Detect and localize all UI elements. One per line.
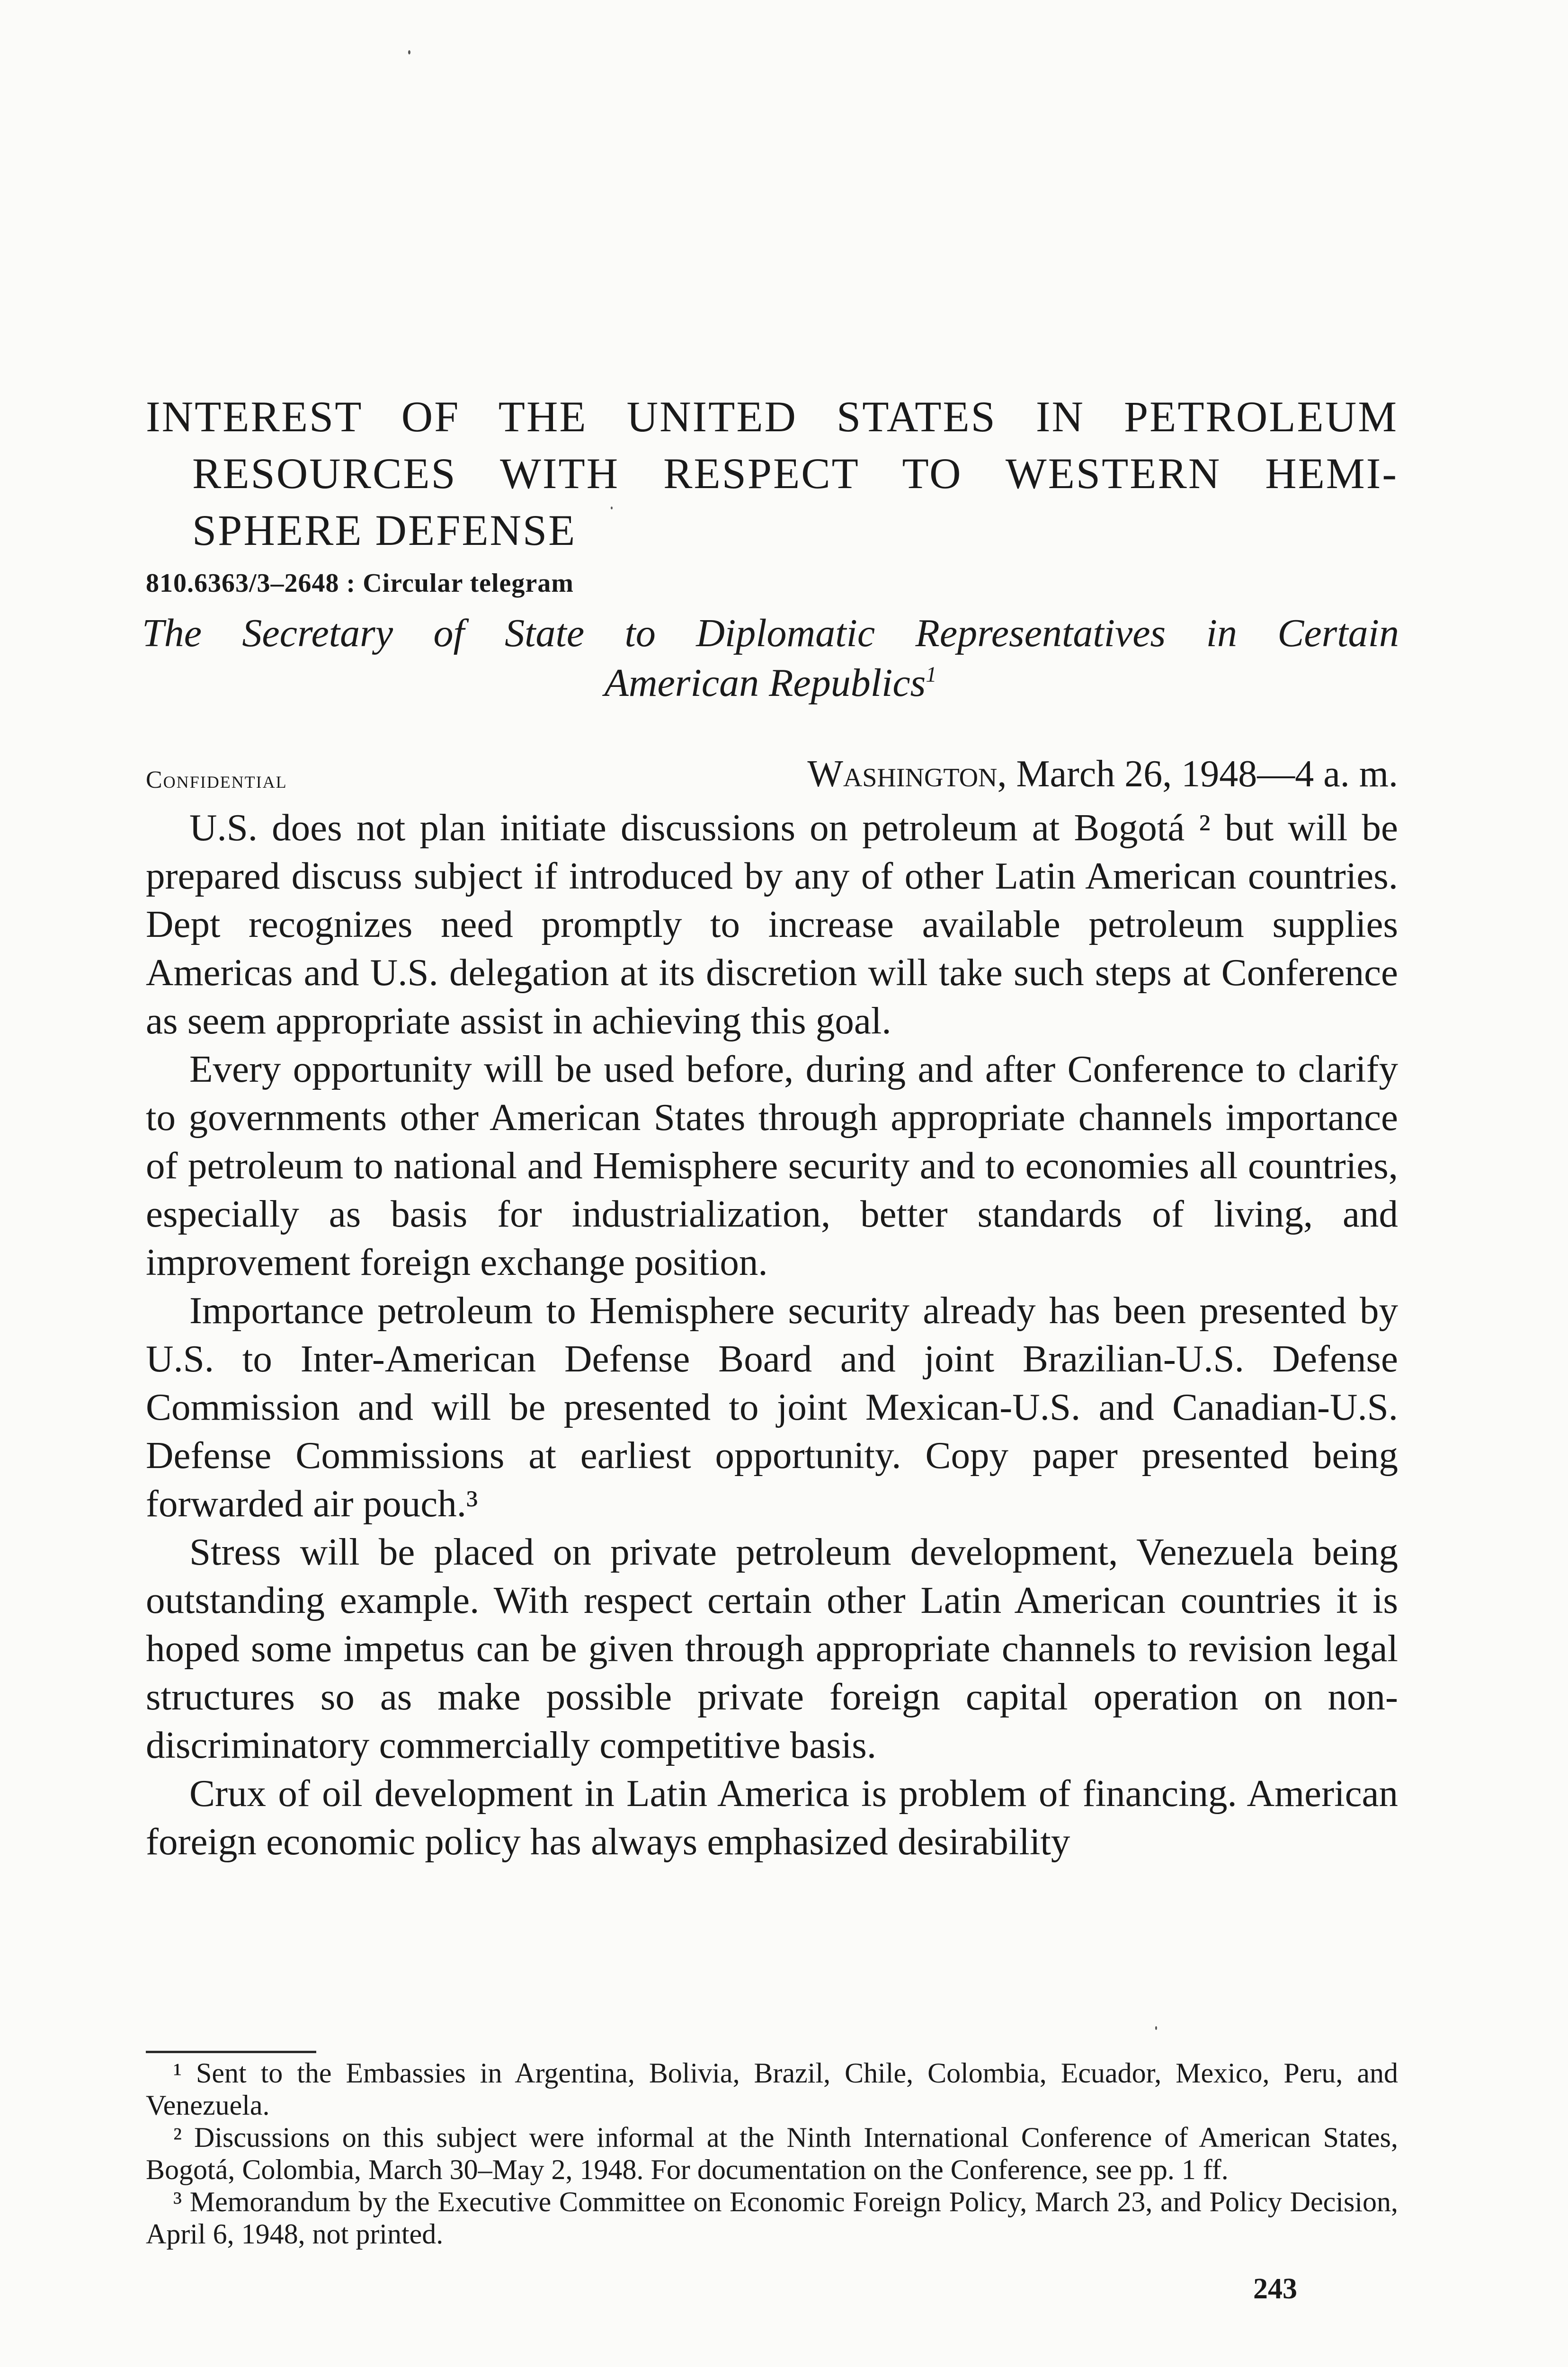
scan-speck xyxy=(408,50,410,54)
footnote-3: ³ Memorandum by the Executive Committee on Economic Foreign Policy, March 23, and Policy Decision, April 6, 1948, not printed. xyxy=(146,2186,1398,2250)
addressee-line-2: American Republics xyxy=(604,661,926,705)
footnote-divider xyxy=(146,2051,316,2053)
title-line-3: SPHERE DEFENSE xyxy=(192,506,577,554)
document-title xyxy=(146,388,1398,559)
page-number: 243 xyxy=(1253,2273,1297,2305)
date-label: , March 26, 1948—4 a. m. xyxy=(997,753,1398,795)
place-and-date xyxy=(807,753,1398,796)
addressee-footnote-marker: 1 xyxy=(926,662,937,686)
classification-label: Confidential xyxy=(146,766,287,793)
addressee-line-1: The Secretary of State to Diplomatic Representatives in Certain xyxy=(142,611,1399,655)
title-line-1: INTEREST OF THE UNITED STATES IN PETROLEUM xyxy=(146,392,1398,441)
title-line-2: RESOURCES WITH RESPECT TO WESTERN HEMI- xyxy=(192,449,1398,498)
paragraph-3: Importance petroleum to Hemisphere security already has been presented by U.S. to Inter-American Defense Board and joint Brazilian-U.S. Defense Commission and will be presented to joint Mexican-U.S. and Canadian-U.S. Defense Commissions at earliest opportunity. Copy paper presented being forwarded air pouch.³ xyxy=(146,1289,1398,1525)
scan-speck xyxy=(1155,2026,1157,2030)
addressee-heading xyxy=(142,608,1399,708)
paragraph-2: Every opportunity will be used before, during and after Conference to clarify to governments other American States through appropriate channels importance of petroleum to national and Hemisphere security and to economies all countries, especially as basis for industrialization, better standards of living, and improvement foreign exchange position. xyxy=(146,1048,1398,1283)
place-label: Washington xyxy=(807,753,998,795)
footnotes xyxy=(146,2057,1398,2250)
file-reference: 810.6363/3–2648 : Circular telegram xyxy=(146,569,574,598)
telegram-body xyxy=(146,803,1398,1866)
dateline xyxy=(146,753,1398,805)
paragraph-5: Crux of oil development in Latin America is problem of financing. American foreign economic policy has always emphasized desirability xyxy=(146,1772,1398,1863)
paragraph-1: U.S. does not plan initiate discussions on petroleum at Bogotá ² but will be prepared discuss subject if introduced by any of other Latin American countries. Dept recognizes need promptly to increase available petroleum supplies Americas and U.S. delegation at its discretion will take such steps at Conference as seem appropriate assist in achieving this goal. xyxy=(146,806,1398,1042)
footnote-1: ¹ Sent to the Embassies in Argentina, Bolivia, Brazil, Chile, Colombia, Ecuador, Mexico, Peru, and Venezuela. xyxy=(146,2057,1398,2121)
scan-speck xyxy=(611,507,613,509)
addressee-line-2-wrap xyxy=(142,658,1399,708)
paragraph-4: Stress will be placed on private petroleum development, Venezuela being outstanding example. With respect certain other Latin American countries it is hoped some impetus can be given through appropriate channels to revision legal structures so as make possible private foreign capital operation on non-discriminatory commercially competitive basis. xyxy=(146,1531,1398,1766)
footnote-2: ² Discussions on this subject were informal at the Ninth International Conference of American States, Bogotá, Colombia, March 30–May 2, 1948. For documentation on the Conference, see pp. 1 ff. xyxy=(146,2122,1398,2185)
